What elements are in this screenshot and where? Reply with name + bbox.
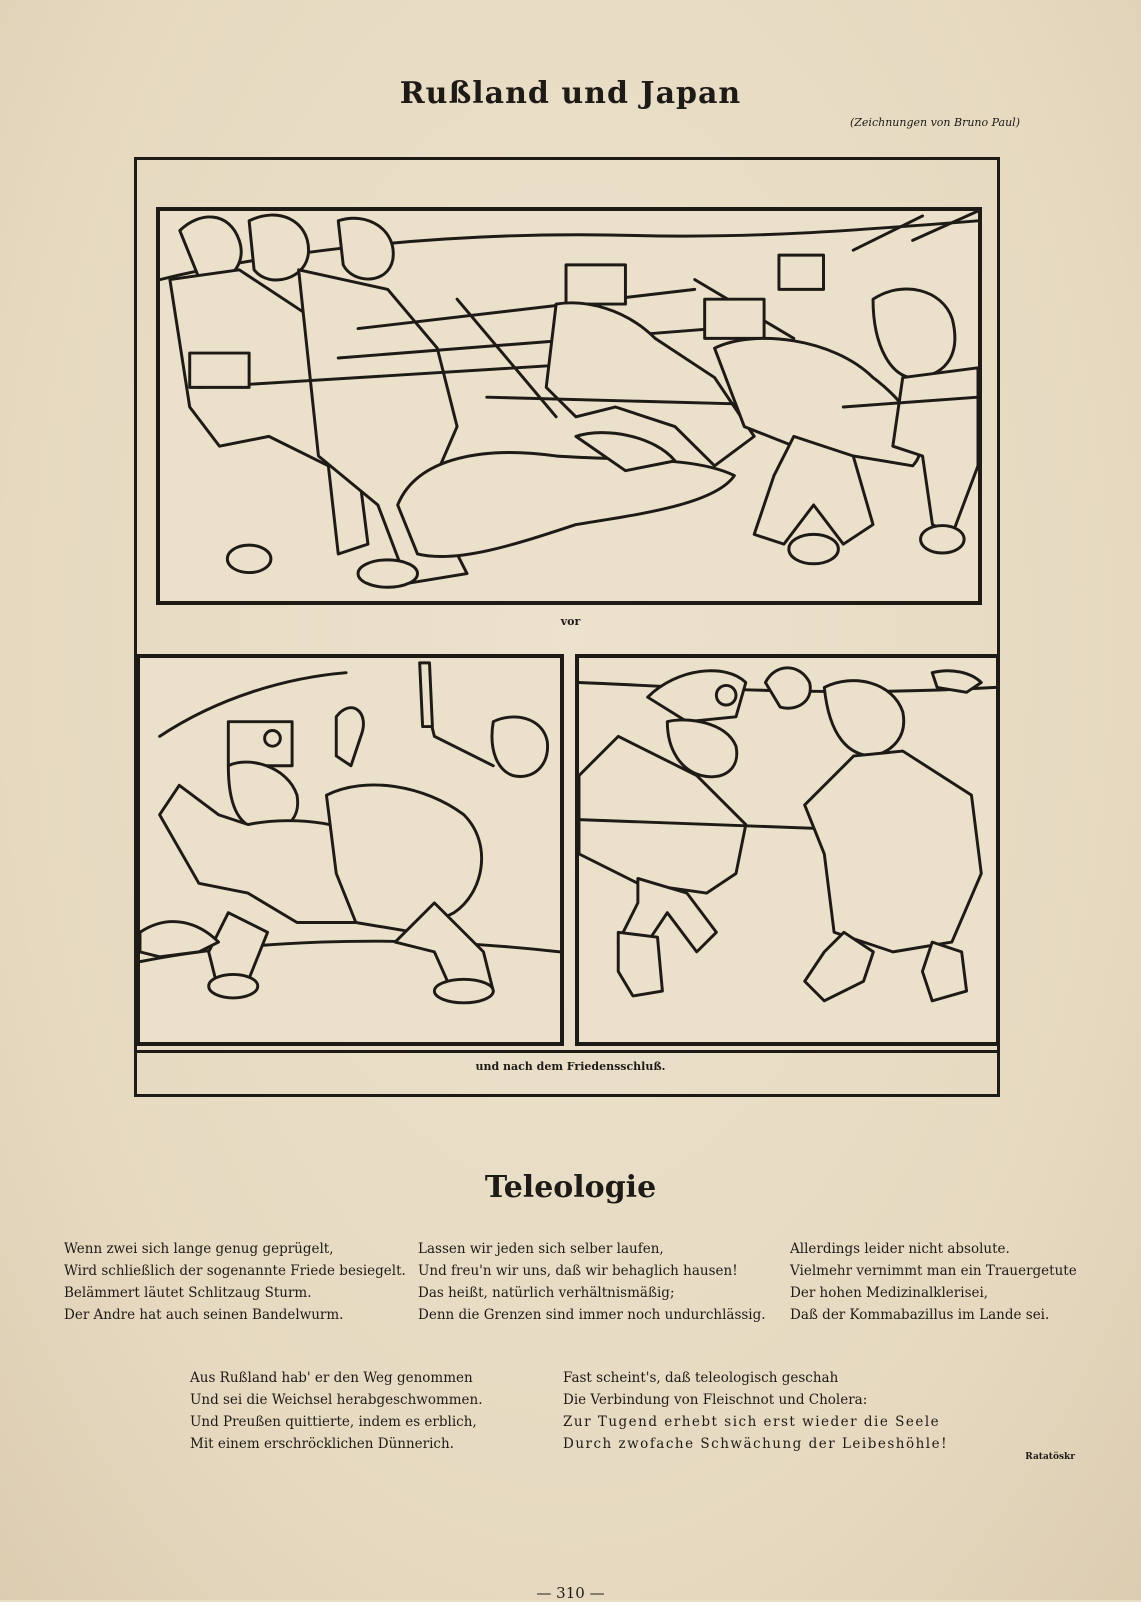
poem-line: Vielmehr vernimmt man ein Trauergetute [790, 1263, 1077, 1279]
illustration-credit: (Zeichnungen von Bruno Paul) [849, 116, 1020, 129]
battle-scene-drawing [160, 211, 978, 601]
poem-line: Lassen wir jeden sich selber laufen, [418, 1241, 664, 1257]
illustration-panel-russia-cholera [575, 654, 1000, 1046]
poem-line: Fast scheint's, daß teleologisch geschah [563, 1370, 839, 1386]
poem-line: Wird schließlich der sogenannte Friede besiegelt. [64, 1263, 406, 1279]
poem-signature: Ratatöskr [1025, 1452, 1075, 1462]
poem-stanza-5 [563, 1367, 948, 1455]
poem-line: Zur Tugend erhebt sich erst wieder die Seele [563, 1414, 941, 1430]
poem-line: Daß der Kommabazillus im Lande sei. [790, 1307, 1050, 1323]
poem-line: Und freu'n wir uns, daß wir behaglich hausen! [418, 1263, 738, 1279]
poem-line: Denn die Grenzen sind immer noch undurchlässig. [418, 1307, 766, 1323]
page-number: — 310 — [536, 1584, 605, 1602]
caption-vor: vor [560, 615, 581, 628]
poem-line: Mit einem erschröcklichen Dünnerich. [190, 1436, 454, 1452]
poem-stanza-1 [64, 1238, 406, 1326]
poem-stanza-4 [190, 1367, 483, 1455]
poem-line: Durch zwofache Schwächung der Leibeshöhle! [563, 1436, 949, 1452]
poem-line: Wenn zwei sich lange genug geprügelt, [64, 1241, 334, 1257]
russia-scene-drawing [579, 658, 996, 1042]
poem-line: Der hohen Medizinalklerisei, [790, 1285, 989, 1301]
illustration-panel-battle [156, 207, 982, 605]
poem-line: Belämmert läutet Schlitzaug Sturm. [64, 1285, 312, 1301]
poem-line: Allerdings leider nicht absolute. [790, 1241, 1010, 1257]
embrace-scene-drawing [140, 658, 560, 1042]
poem-line: Der Andre hat auch seinen Bandelwurm. [64, 1307, 344, 1323]
poem-line: Und Preußen quittierte, indem es erblich, [190, 1414, 477, 1430]
poem-title: Teleologie [484, 1170, 657, 1205]
poem-stanza-3 [790, 1238, 1077, 1326]
page-title: Rußland und Japan [399, 76, 742, 111]
caption-divider [136, 1050, 1000, 1053]
illustration-panel-japan-embrace [136, 654, 564, 1046]
poem-line: Die Verbindung von Fleischnot und Cholera: [563, 1392, 868, 1408]
poem-line: Aus Rußland hab' er den Weg genommen [190, 1370, 473, 1386]
caption-nach: und nach dem Friedensschluß. [475, 1060, 666, 1073]
poem-line: Und sei die Weichsel herabgeschwommen. [190, 1392, 483, 1408]
poem-stanza-2 [418, 1238, 766, 1326]
poem-line: Das heißt, natürlich verhältnismäßig; [418, 1285, 675, 1301]
